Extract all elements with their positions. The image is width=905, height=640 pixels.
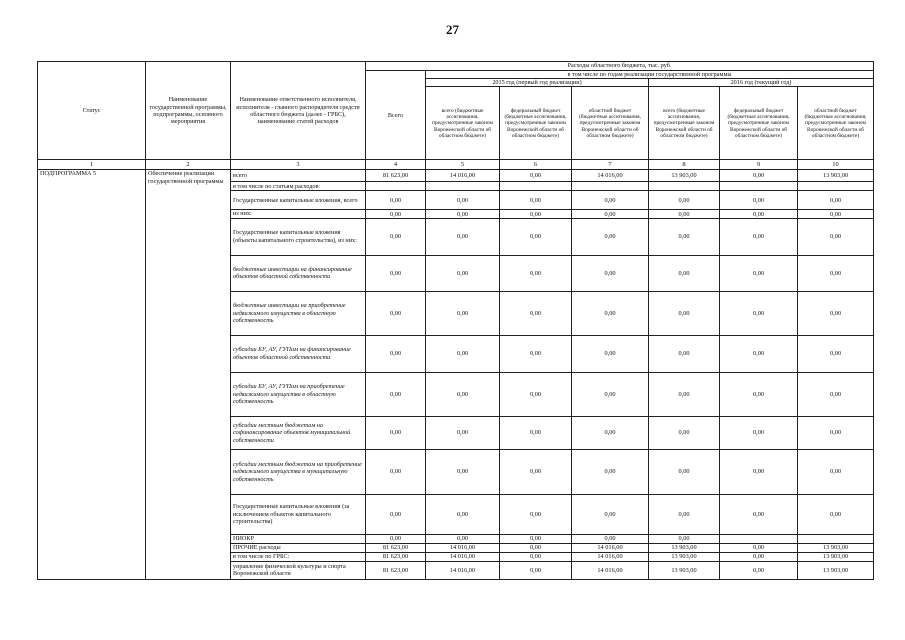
value-cell: 0,00 [426,191,500,210]
budget-table-body [38,170,874,580]
value-cell: 0,00 [500,416,572,449]
value-cell: 0,00 [426,494,500,534]
value-cell [426,182,500,191]
value-cell: 0,00 [720,449,798,494]
col-number: 4 [366,160,426,170]
value-cell: 0,00 [649,218,720,255]
value-cell: 0,00 [366,255,426,291]
col-number: 9 [720,160,798,170]
value-cell: 14 016,00 [426,552,500,561]
value-cell [798,534,874,543]
value-cell: 0,00 [649,210,720,219]
col-number: 5 [426,160,500,170]
row-label: субсидии БУ, АУ, ГУПам на финансирование объектов областной собственности [231,335,366,372]
value-cell: 13 903,00 [649,561,720,579]
value-cell: 0,00 [426,291,500,335]
budget-table [37,61,874,580]
value-cell [572,182,649,191]
header-c10: областной бюджет (бюджетные ассигнования, предусмотренные законом Воронежской области об областном бюджете) [798,87,874,160]
col-number: 10 [798,160,874,170]
row-label: из них: [231,210,366,219]
value-cell: 13 903,00 [798,543,874,552]
header-program-name: Наименование государственной программы, подпрограммы, основного мероприятия [146,62,231,160]
col-number: 8 [649,160,720,170]
value-cell: 0,00 [426,449,500,494]
value-cell: 0,00 [500,255,572,291]
value-cell: 0,00 [426,372,500,416]
value-cell: 14 016,00 [426,170,500,182]
value-cell: 0,00 [500,218,572,255]
value-cell: 13 903,00 [649,552,720,561]
row-label: ПРОЧИЕ расходы [231,543,366,552]
value-cell: 0,00 [649,534,720,543]
value-cell: 0,00 [720,291,798,335]
value-cell [720,534,798,543]
table-row [38,170,874,182]
value-cell: 0,00 [798,191,874,210]
value-cell: 0,00 [366,210,426,219]
header-c8: всего (бюджетные ассигнования, предусмотренные законом Воронежской области об областном бюджете) [649,87,720,160]
value-cell: 0,00 [500,449,572,494]
col-number: 1 [38,160,146,170]
value-cell: 0,00 [572,534,649,543]
value-cell: 0,00 [720,372,798,416]
header-by-years: в том числе по годам реализации государственной программы [426,71,874,79]
value-cell [720,182,798,191]
value-cell: 14 016,00 [572,543,649,552]
value-cell: 81 623,00 [366,543,426,552]
value-cell: 0,00 [426,210,500,219]
value-cell: 0,00 [649,416,720,449]
value-cell: 0,00 [500,372,572,416]
value-cell [366,182,426,191]
value-cell: 0,00 [366,291,426,335]
header-expenses-title: Расходы областного бюджета, тыс. руб. [366,62,874,71]
header-c5: всего (бюджетные ассигнования, предусмотренные законом Воронежской области об областном бюджете) [426,87,500,160]
row-label: бюджетные инвестиции на финансирование объектов областной собственности [231,255,366,291]
value-cell: 0,00 [649,449,720,494]
value-cell [798,182,874,191]
col-number: 7 [572,160,649,170]
value-cell: 13 903,00 [798,552,874,561]
value-cell: 0,00 [572,416,649,449]
value-cell: 0,00 [366,534,426,543]
value-cell: 0,00 [798,372,874,416]
header-c9: федеральный бюджет (бюджетные ассигнования, предусмотренные законом Воронежской области об областном бюджете) [720,87,798,160]
value-cell: 0,00 [649,494,720,534]
row-label: НИОКР [231,534,366,543]
value-cell [500,182,572,191]
value-cell: 0,00 [572,449,649,494]
value-cell: 0,00 [720,416,798,449]
row-label: субсидии местным бюджетам на приобретение недвижимого имущества в муниципальную собственность [231,449,366,494]
row-label: Государственные капитальные вложения (объекты капитального строительства), из них: [231,218,366,255]
value-cell: 0,00 [798,255,874,291]
header-c6: федеральный бюджет (бюджетные ассигнования, предусмотренные законом Воронежской области об областном бюджете) [500,87,572,160]
value-cell: 0,00 [500,191,572,210]
value-cell: 14 016,00 [572,552,649,561]
value-cell: 0,00 [572,218,649,255]
value-cell: 0,00 [500,534,572,543]
value-cell: 0,00 [426,335,500,372]
value-cell: 0,00 [798,291,874,335]
row-label: Государственные капитальные вложения, всего [231,191,366,210]
value-cell: 0,00 [500,291,572,335]
value-cell: 0,00 [720,552,798,561]
value-cell: 0,00 [720,335,798,372]
row-label: Государственные капитальные вложения (за исключением объектов капитального строительства) [231,494,366,534]
value-cell: 13 903,00 [649,170,720,182]
value-cell: 0,00 [720,255,798,291]
row-label: субсидии БУ, АУ, ГУПам на приобретение недвижимого имущества в областную собственность [231,372,366,416]
value-cell: 0,00 [366,335,426,372]
value-cell: 13 903,00 [798,170,874,182]
value-cell: 0,00 [500,552,572,561]
value-cell: 0,00 [426,534,500,543]
row-label: в том числе по статьям расходов: [231,182,366,191]
value-cell: 0,00 [798,218,874,255]
header-total: Всего [366,71,426,160]
value-cell: 0,00 [366,191,426,210]
value-cell: 14 016,00 [426,561,500,579]
value-cell: 0,00 [720,170,798,182]
header-year-2016: 2016 год (текущий год) [649,79,874,87]
row-label: управление физической культуры и спорта Воронежской области [231,561,366,579]
value-cell: 0,00 [720,561,798,579]
value-cell: 81 623,00 [366,561,426,579]
header-year-2015: 2015 год (первый год реализации) [426,79,649,87]
value-cell: 0,00 [572,210,649,219]
value-cell: 0,00 [572,255,649,291]
value-cell: 0,00 [572,291,649,335]
page-number: 27 [446,22,459,37]
value-cell: 14 016,00 [572,170,649,182]
value-cell: 0,00 [720,218,798,255]
value-cell: 0,00 [572,335,649,372]
value-cell: 0,00 [426,416,500,449]
program-cell: Обеспечение реализации государственной программы [146,170,231,580]
value-cell: 0,00 [366,494,426,534]
value-cell: 14 016,00 [426,543,500,552]
row-label: в том числе по ГРБС: [231,552,366,561]
value-cell: 13 903,00 [649,543,720,552]
header-executor: Наименование ответственного исполнителя, исполнителя - главного распорядителя средств областного бюджета (далее - ГРБС), наименование статей расходов [231,62,366,160]
value-cell: 0,00 [720,494,798,534]
value-cell: 81 623,00 [366,170,426,182]
value-cell: 0,00 [366,372,426,416]
col-number: 6 [500,160,572,170]
value-cell: 0,00 [500,335,572,372]
row-label: всего [231,170,366,182]
value-cell: 0,00 [649,372,720,416]
value-cell: 14 016,00 [572,561,649,579]
value-cell: 0,00 [649,291,720,335]
value-cell: 0,00 [500,543,572,552]
value-cell: 0,00 [798,416,874,449]
value-cell: 0,00 [720,543,798,552]
value-cell: 81 623,00 [366,552,426,561]
value-cell: 0,00 [366,218,426,255]
value-cell: 0,00 [649,335,720,372]
column-number-row [38,160,874,170]
value-cell: 0,00 [366,449,426,494]
value-cell: 0,00 [798,210,874,219]
value-cell: 0,00 [720,210,798,219]
row-label: субсидии местным бюджетам на софинансирование объектов муниципальной собственности [231,416,366,449]
value-cell: 0,00 [720,191,798,210]
value-cell: 0,00 [649,255,720,291]
value-cell: 0,00 [500,210,572,219]
value-cell: 0,00 [426,218,500,255]
status-cell: ПОДПРОГРАММА 5 [38,170,146,580]
header-c7: областной бюджет (бюджетные ассигнования, предусмотренные законом Воронежской области об областном бюджете) [572,87,649,160]
value-cell: 0,00 [798,449,874,494]
value-cell: 0,00 [572,494,649,534]
col-number: 3 [231,160,366,170]
value-cell: 0,00 [798,335,874,372]
value-cell: 0,00 [572,372,649,416]
value-cell: 0,00 [500,494,572,534]
value-cell: 0,00 [500,561,572,579]
value-cell [649,182,720,191]
col-number: 2 [146,160,231,170]
value-cell: 0,00 [366,416,426,449]
value-cell: 0,00 [572,191,649,210]
value-cell: 13 903,00 [798,561,874,579]
row-label: бюджетные инвестиции на приобретение недвижимого имущества в областную собственность [231,291,366,335]
value-cell: 0,00 [649,191,720,210]
header-status: Статус [38,62,146,160]
value-cell: 0,00 [798,494,874,534]
value-cell: 0,00 [500,170,572,182]
value-cell: 0,00 [426,255,500,291]
